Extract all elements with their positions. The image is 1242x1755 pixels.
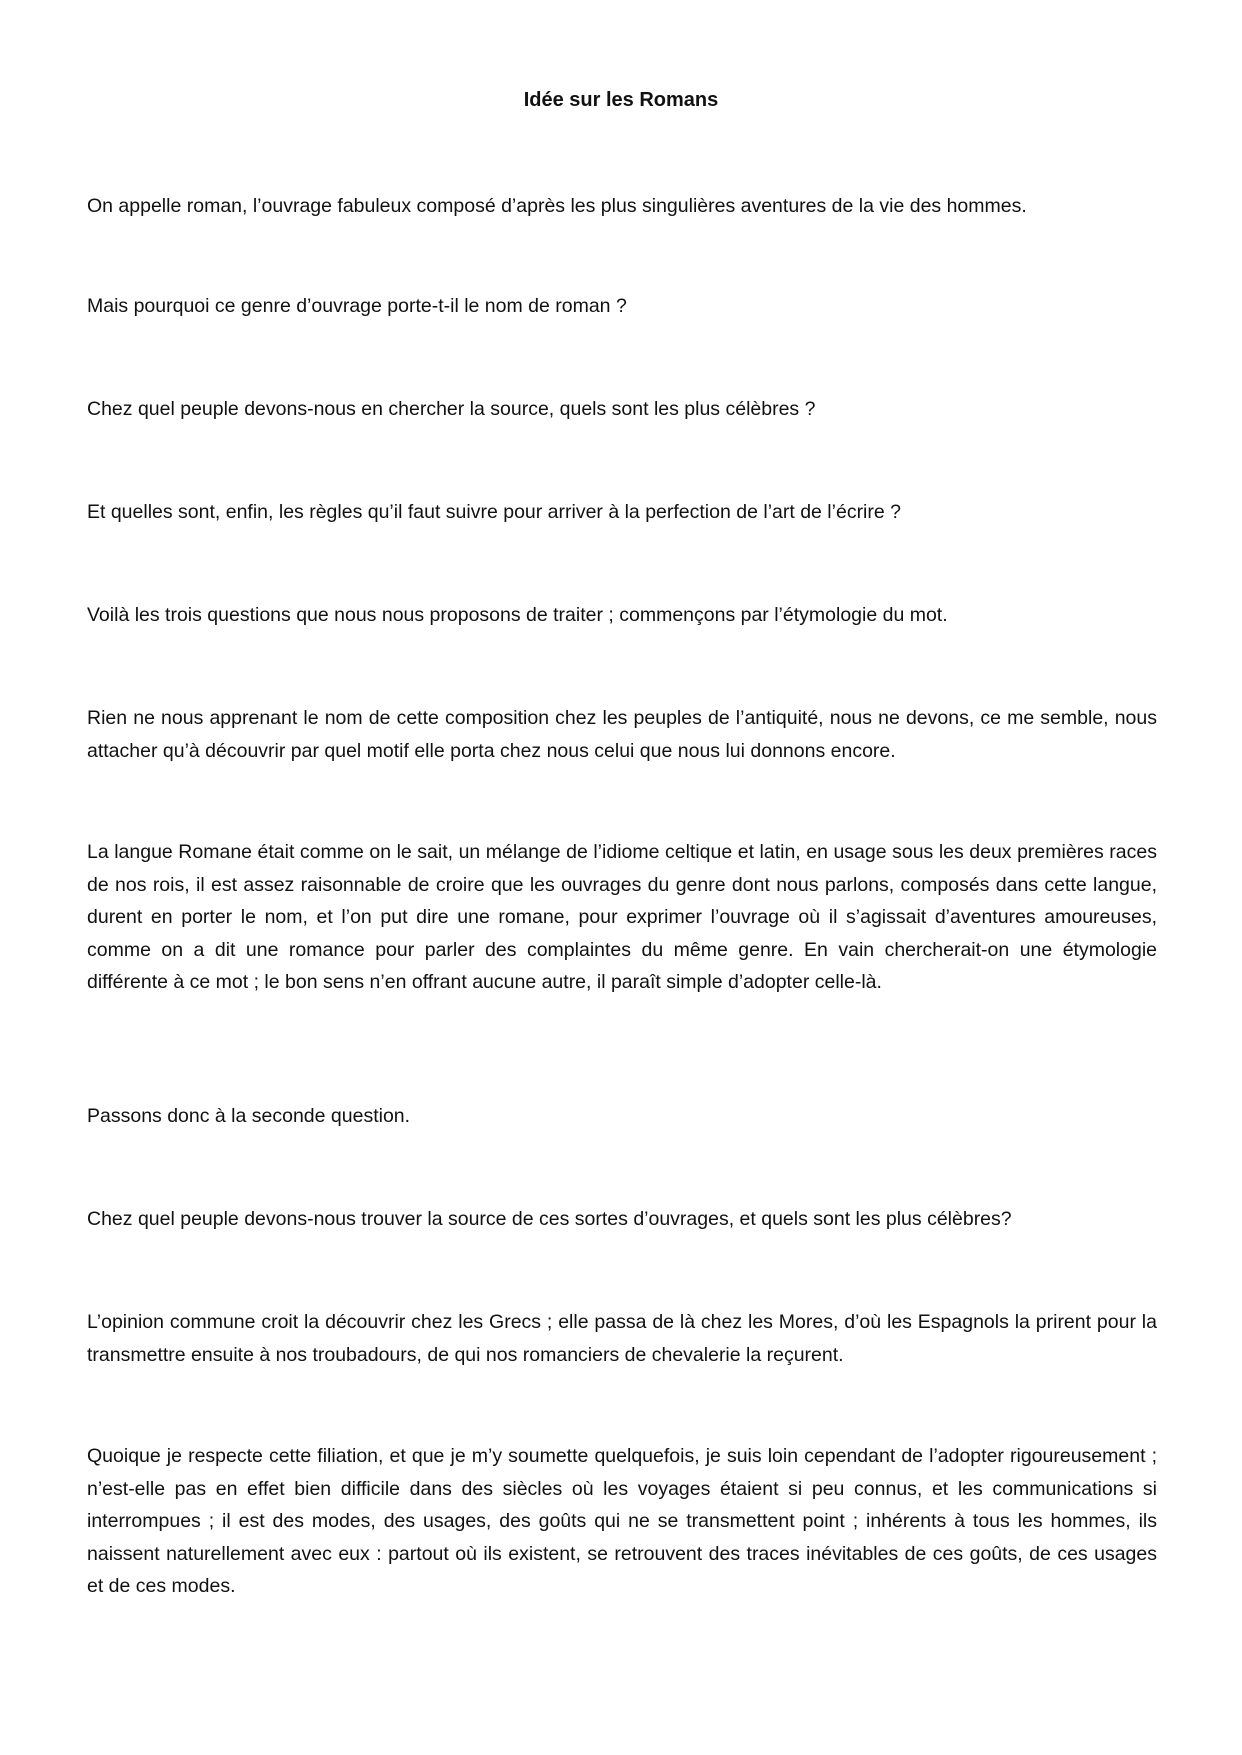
paragraph-4: Et quelles sont, enfin, les règles qu’il faut suivre pour arriver à la perfection de l’art de l’écrire ? bbox=[87, 501, 901, 523]
document-title: Idée sur les Romans bbox=[523, 89, 719, 111]
paragraph-8: Passons donc à la seconde question. bbox=[87, 1105, 411, 1127]
paragraph-1: On appelle roman, l’ouvrage fabuleux composé d’après les plus singulières aventures de la vie des hommes. bbox=[87, 195, 1027, 217]
paragraph-7: La langue Romane était comme on le sait, un mélange de l’idiome celtique et latin, en usage sous les deux premières races de nos rois, il est assez raisonnable de croire que les ouvrages du genre dont nous parlons, composés dans cette langue, durent en porter le nom, et l’on put dire une romane, pour exprimer l’ouvrage où il s’agissait d’aventures amoureuses, comme on a dit une romance pour parler des complaintes du même genre. En vain chercherait-on une étymologie différente à ce mot ; le bon sens n’en offrant aucune autre, il paraît simple d’adopter celle-là. bbox=[87, 841, 1157, 993]
paragraph-11: Quoique je respecte cette filiation, et que je m’y soumette quelquefois, je suis loin cependant de l’adopter rigoureusement ; n’est-elle pas en effet bien difficile dans des siècles où les voyages étaient si peu connus, et les communications si interrompues ; il est des modes, des usages, des goûts qui ne se transmettent point ; inhérents à tous les hommes, ils naissent naturellement avec eux : partout où ils existent, se retrouvent des traces inévitables de ces goûts, de ces usages et de ces modes. bbox=[87, 1445, 1157, 1597]
paragraph-2: Mais pourquoi ce genre d’ouvrage porte-t-il le nom de roman ? bbox=[87, 295, 627, 317]
paragraph-5: Voilà les trois questions que nous nous proposons de traiter ; commençons par l’étymologie du mot. bbox=[87, 604, 948, 626]
paragraph-9: Chez quel peuple devons-nous trouver la source de ces sortes d’ouvrages, et quels sont les plus célèbres? bbox=[87, 1208, 1012, 1230]
paragraph-10: L’opinion commune croit la découvrir chez les Grecs ; elle passa de là chez les Mores, d’où les Espagnols la prirent pour la transmettre ensuite à nos troubadours, de qui nos romanciers de chevalerie la reçurent. bbox=[87, 1311, 1157, 1366]
paragraph-6: Rien ne nous apprenant le nom de cette composition chez les peuples de l’antiquité, nous ne devons, ce me semble, nous attacher qu’à découvrir par quel motif elle porta chez nous celui que nous lui donnons encore. bbox=[87, 707, 1157, 762]
paragraph-3: Chez quel peuple devons-nous en chercher la source, quels sont les plus célèbres ? bbox=[87, 398, 816, 420]
